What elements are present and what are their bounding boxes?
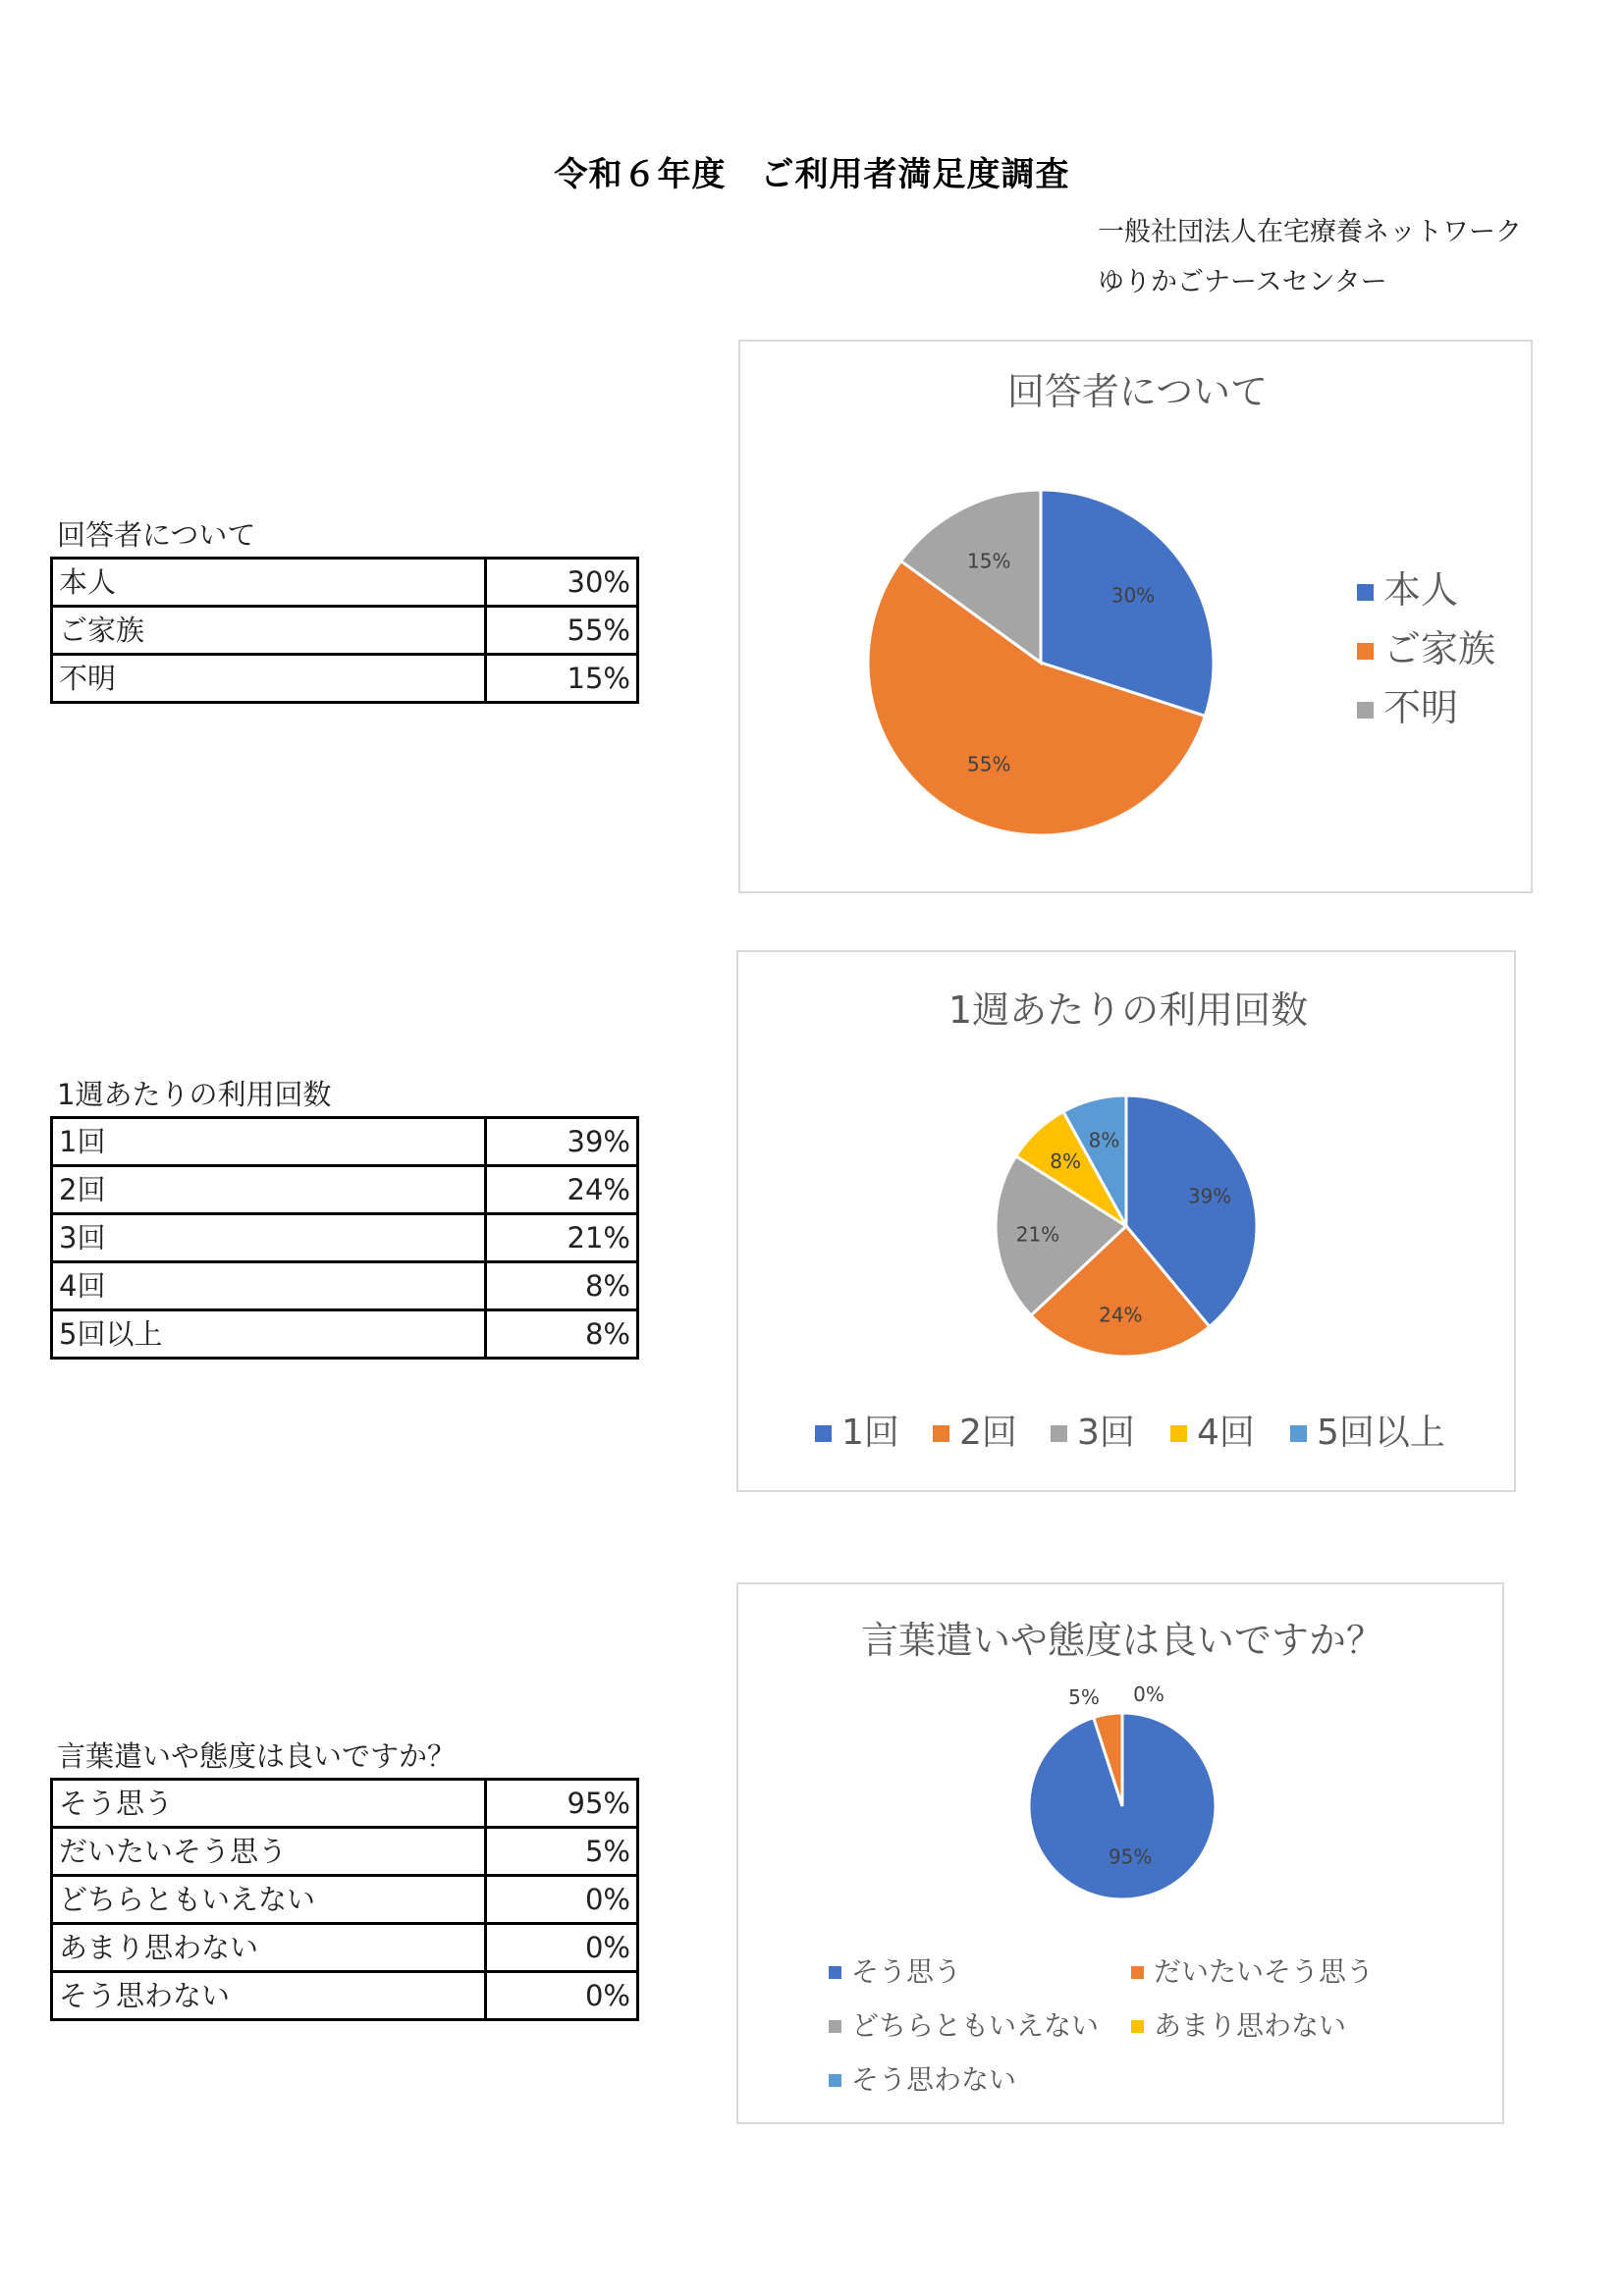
row-value: 95% [486,1780,638,1828]
legend-label-3: 不明 [1383,686,1459,729]
table-row [52,1310,638,1359]
row-value: 0% [486,1924,638,1972]
data-label-1: 95% [1108,1844,1153,1869]
table-row [52,1828,638,1876]
attitude-table [50,1778,639,2021]
legend-swatch-1 [1357,584,1374,601]
row-label: あまり思わない [52,1924,486,1972]
row-label: 4回 [52,1262,486,1310]
legend-swatch-2 [1357,643,1374,660]
row-label: 不明 [52,655,486,703]
legend-swatch-3 [1357,702,1374,719]
usage-pie-chart [736,950,1516,1492]
data-label-5: 8% [1088,1128,1120,1152]
row-value: 21% [486,1214,638,1262]
legend-swatch-3 [829,2020,841,2033]
chart-title: 1週あたりの利用回数 [947,988,1309,1032]
row-label: どちらともいえない [52,1876,486,1924]
row-value: 5% [486,1828,638,1876]
legend-swatch-2 [1131,1966,1144,1979]
row-label: 3回 [52,1214,486,1262]
row-value: 55% [486,607,638,655]
row-label: そう思わない [52,1972,486,2020]
table-row [52,1118,638,1166]
data-label-4: 8% [1050,1149,1081,1174]
table-row [52,1780,638,1828]
legend-label-1: 本人 [1383,568,1459,612]
table-row [52,1262,638,1310]
row-value: 24% [486,1166,638,1214]
row-label: 1回 [52,1118,486,1166]
usage-pie-svg [738,952,1518,1494]
document-title: 令和６年度 ご利用者満足度調査 [554,155,1070,194]
legend-swatch-5 [1290,1425,1307,1442]
legend-swatch-1 [815,1425,832,1442]
legend-label-2: ご家族 [1383,627,1496,670]
legend-label-5: 5回以上 [1317,1413,1445,1453]
legend-label-1: そう思う [851,1955,962,1988]
legend-label-3: どちらともいえない [851,2009,1100,2042]
data-label-3: 21% [1015,1222,1060,1247]
table-row [52,655,638,703]
data-label-1: 39% [1187,1184,1232,1208]
legend-swatch-4 [1170,1425,1187,1442]
row-label: だいたいそう思う [52,1828,486,1876]
legend-swatch-5 [829,2074,841,2087]
row-value: 15% [486,655,638,703]
legend-label-4: 4回 [1197,1413,1255,1453]
usage-frequency-table [50,1116,639,1360]
legend-swatch-3 [1051,1425,1067,1442]
legend-label-2: 2回 [959,1413,1017,1453]
respondent-table-label: 回答者について [57,518,256,552]
row-label: ご家族 [52,607,486,655]
legend-label-5: そう思わない [851,2063,1017,2096]
organization-name: 一般社団法人在宅療養ネットワーク [1098,217,1522,247]
legend-label-3: 3回 [1077,1413,1135,1453]
row-value: 0% [486,1876,638,1924]
table-row [52,1166,638,1214]
table-row [52,1214,638,1262]
row-label: 5回以上 [52,1310,486,1359]
row-label: 本人 [52,559,486,607]
table-row [52,1924,638,1972]
table-row [52,559,638,607]
row-label: 2回 [52,1166,486,1214]
legend-label-4: あまり思わない [1154,2009,1347,2042]
legend-label-1: 1回 [841,1413,899,1453]
respondent-pie-svg [740,342,1535,895]
data-label-2: 55% [967,752,1011,776]
row-value: 30% [486,559,638,607]
legend-swatch-2 [933,1425,949,1442]
data-label-2: 5% [1068,1685,1100,1709]
table-row [52,607,638,655]
legend-swatch-1 [829,1966,841,1979]
table-row [52,1972,638,2020]
data-label-3: 15% [967,549,1011,573]
attitude-pie-chart [736,1582,1504,2124]
row-value: 8% [486,1310,638,1359]
attitude-pie-svg [738,1584,1506,2126]
chart-title: 言葉遣いや態度は良いですか？ [860,1619,1384,1662]
data-label-2: 24% [1099,1303,1143,1327]
data-label-3: 0% [1133,1682,1164,1706]
row-value: 39% [486,1118,638,1166]
chart-title: 回答者について [1006,370,1269,413]
row-value: 0% [486,1972,638,2020]
data-label-1: 30% [1110,583,1156,608]
legend-swatch-4 [1131,2020,1144,2033]
legend-label-2: だいたいそう思う [1154,1955,1375,1988]
usage-table-label: 1週あたりの利用回数 [57,1078,332,1111]
row-label: そう思う [52,1780,486,1828]
row-value: 8% [486,1262,638,1310]
attitude-table-label: 言葉遣いや態度は良いですか？ [57,1739,457,1773]
table-row [52,1876,638,1924]
center-name: ゆりかごナースセンター [1098,267,1387,297]
respondent-table [50,557,639,704]
respondent-pie-chart [738,340,1533,893]
